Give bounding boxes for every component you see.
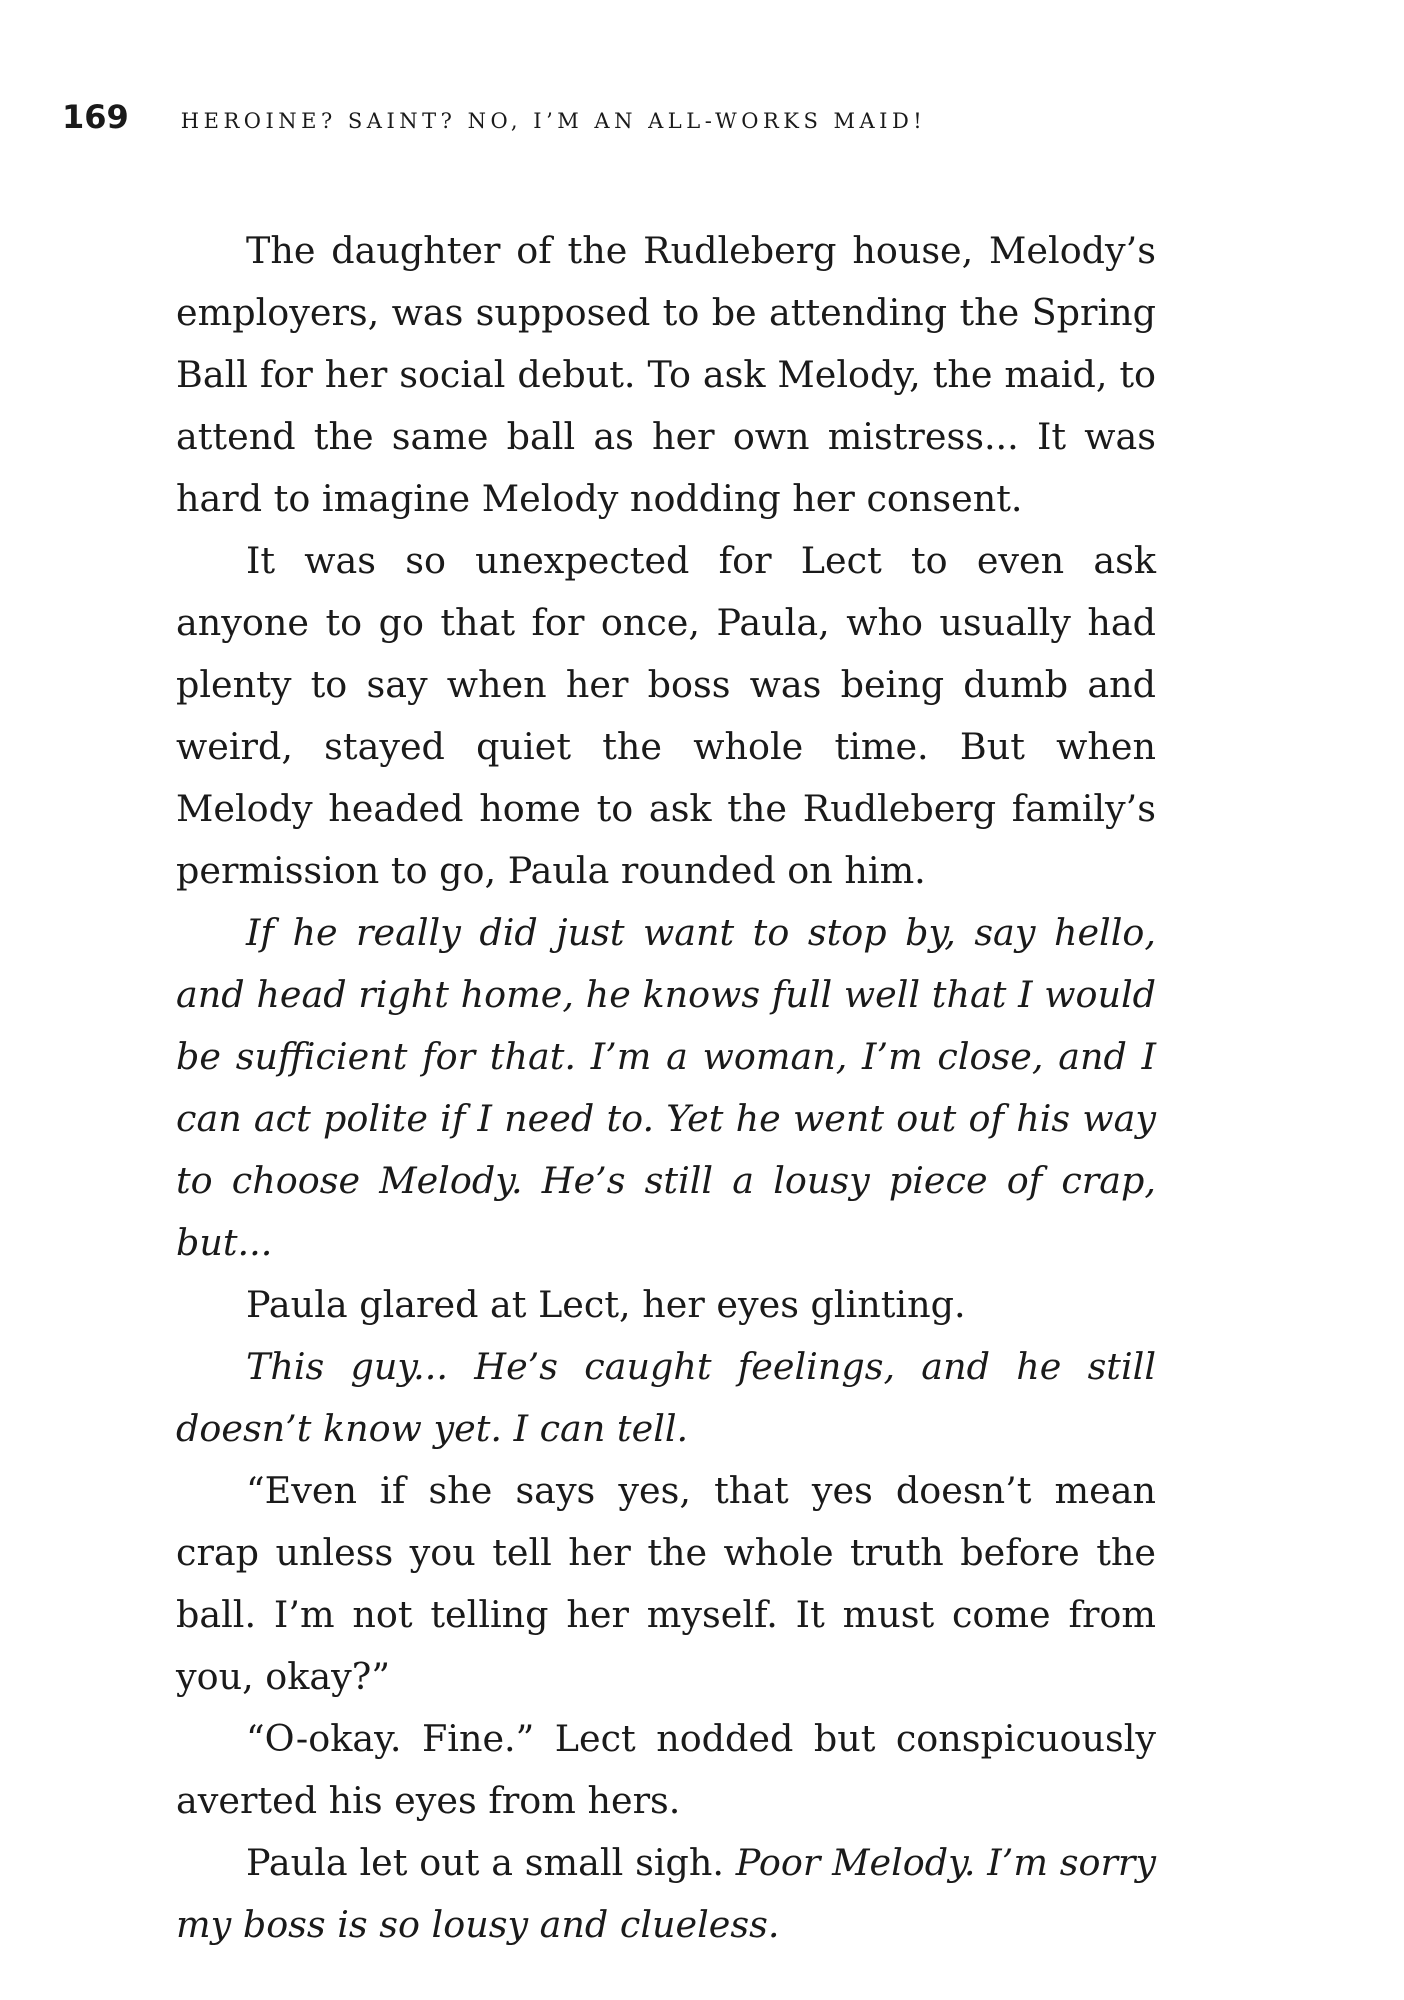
paragraph: [176, 1832, 1156, 1956]
paragraph: [176, 1708, 1156, 1832]
paragraph: [176, 902, 1156, 1274]
paragraph-text: It was so unexpected for Lect to even ask anyone to go that for once, Paula, who usually had plenty to say when her boss was being dumb and weird, stayed quiet the whole time. But when Melody headed home to ask the Rudleberg family’s permission to go, Paula rounded on him.: [176, 539, 1156, 892]
paragraph-text: Paula glared at Lect, her eyes glinting.: [246, 1283, 966, 1326]
paragraph-text-italic: If he really did just want to stop by, say hello, and head right home, he knows full well that I would be sufficient for that. I’m a woman, I’m close, and I can act polite if I need to. Yet he went out of his way to choose Melody. He’s still a lousy piece of crap, but...: [176, 911, 1156, 1264]
paragraph: [176, 530, 1156, 902]
paragraph-text: “Even if she says yes, that yes doesn’t mean crap unless you tell her the whole truth before the ball. I’m not telling her myself. It must come from you, okay?”: [176, 1469, 1156, 1698]
running-header: [62, 98, 926, 138]
paragraph-text-italic: This guy... He’s caught feelings, and he still doesn’t know yet. I can tell.: [176, 1345, 1156, 1450]
page-number: 169: [62, 98, 129, 136]
paragraph-text: “O-okay. Fine.” Lect nodded but conspicuously averted his eyes from hers.: [176, 1717, 1156, 1822]
paragraph: [176, 220, 1156, 530]
paragraph: [176, 1274, 1156, 1336]
running-title: HEROINE? SAINT? NO, I’M AN ALL-WORKS MAID!: [180, 109, 927, 133]
paragraph-text: Paula let out a small sigh.: [246, 1841, 736, 1884]
body-text: [176, 220, 1156, 1956]
paragraph: [176, 1336, 1156, 1460]
paragraph-text-italic: Poor Melody. I’m sorry my boss is so lousy and clueless.: [176, 1841, 1156, 1946]
paragraph-text: The daughter of the Rudleberg house, Melody’s employers, was supposed to be attending the Spring Ball for her social debut. To ask Melody, the maid, to attend the same ball as her own mistress... It was hard to imagine Melody nodding her consent.: [176, 229, 1156, 520]
paragraph: [176, 1460, 1156, 1708]
